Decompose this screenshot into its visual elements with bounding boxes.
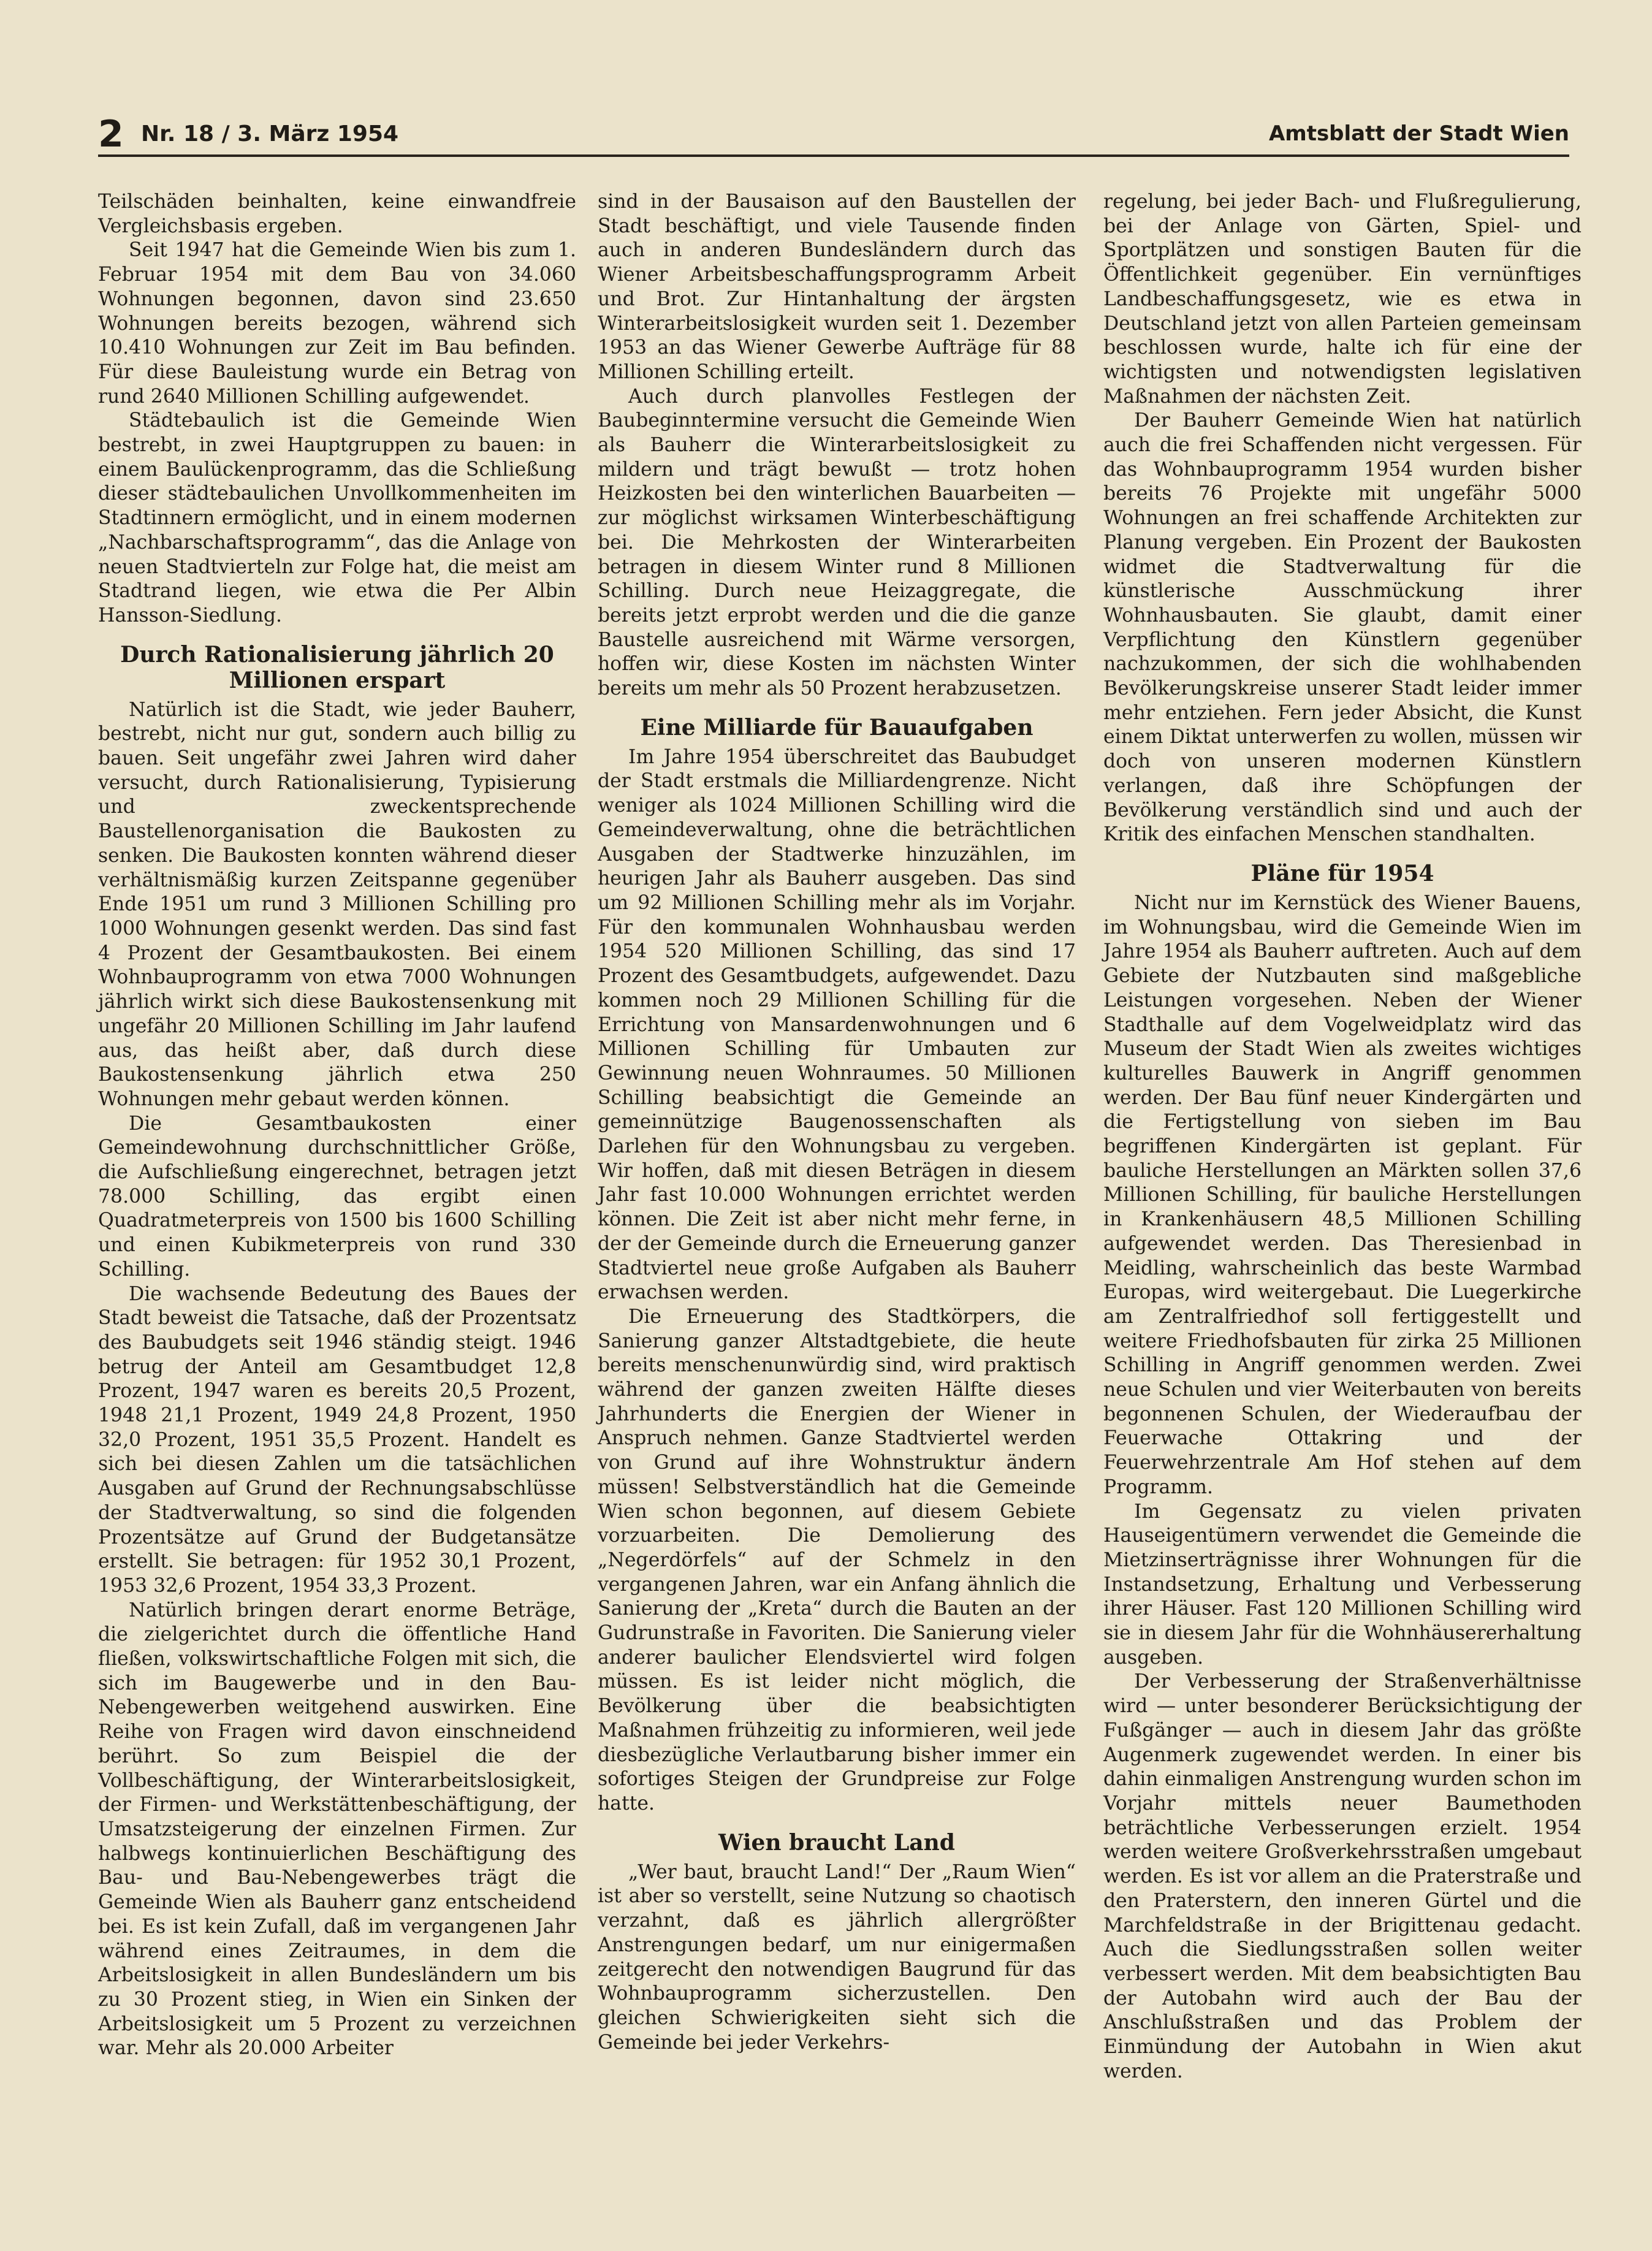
paragraph: Die Gesamtbaukosten einer Gemeindewohnung durchschnittlicher Größe, die Aufschließung eingerechnet, betragen jetzt 78.000 Schilling, das ergibt einen Quadratmeterpreis von 1500 bis 1600 Schilling und einen Kubikmeterpreis von rund 330 Schilling. xyxy=(98,1112,576,1281)
paragraph: Seit 1947 hat die Gemeinde Wien bis zum 1. Februar 1954 mit dem Bau von 34.060 Wohnungen begonnen, davon sind 23.650 Wohnungen bereits bezogen, während sich 10.410 Wohnungen zur Zeit im Bau befinden. Für diese Bauleistung wurde ein Betrag von rund 2640 Millionen Schilling aufgewendet. xyxy=(98,239,576,408)
column-2 xyxy=(598,190,1076,2055)
paragraph: Im Gegensatz zu vielen privaten Hauseigentümern verwendet die Gemeinde die Mietzinserträgnisse ihrer Wohnungen für die Instandsetzung, Erhaltung und Verbesserung ihrer Häuser. Fast 120 Millionen Schilling wird sie in diesem Jahr für die Wohnhäusererhaltung ausgeben. xyxy=(1103,1500,1582,1669)
section-heading: Durch Rationalisierung jährlich 20 Millionen erspart xyxy=(120,641,554,693)
paragraph: Der Verbesserung der Straßenverhältnisse wird — unter besonderer Berücksichtigung der Fußgänger — auch in diesem Jahr das größte Augenmerk zugewendet werden. In einer bis dahin einmaligen Anstrengung wurden schon im Vorjahr mittels neuer Baumethoden beträchtliche Verbesserungen erzielt. 1954 werden weitere Großverkehrsstraßen umgebaut werden. Es ist vor allem an die Praterstraße und den Praterstern, den inneren Gürtel und die Marchfeldstraße in der Brigittenau gedacht. Auch die Siedlungsstraßen sollen weiter verbessert werden. Mit dem beabsichtigten Bau der Autobahn wird auch der Bau der Anschlußstraßen und das Problem der Einmündung der Autobahn in Wien akut werden. xyxy=(1103,1670,1582,2082)
journal-title: Amtsblatt der Stadt Wien xyxy=(1268,121,1569,146)
paragraph: Städtebaulich ist die Gemeinde Wien bestrebt, in zwei Hauptgruppen zu bauen: in einem Baulückenprogramm, das die Schließung dieser städtebaulichen Unvollkommenheiten im Stadtinnern ermöglicht, und in einem modernen „Nachbarschaftsprogramm“, das die Anlage von neuen Stadtvierteln zur Folge hat, die meist am Stadtrand liegen, wie etwa die Per Albin Hansson-Siedlung. xyxy=(98,409,576,627)
paragraph: sind in der Bausaison auf den Baustellen der Stadt beschäftigt, und viele Tausende finden auch in anderen Bundesländern durch das Wiener Arbeitsbeschaffungsprogramm Arbeit und Brot. Zur Hintanhaltung der ärgsten Winterarbeitslosigkeit wurden seit 1. Dezember 1953 an das Wiener Gewerbe Aufträge für 88 Millionen Schilling erteilt. xyxy=(598,191,1076,383)
page-number: 2 xyxy=(98,113,124,156)
paragraph: Natürlich ist die Stadt, wie jeder Bauherr, bestrebt, nicht nur gut, sondern auch billig zu bauen. Seit ungefähr zwei Jahren wird daher versucht, durch Rationalisierung, Typisierung und zweckentsprechende Baustellenorganisation die Baukosten zu senken. Die Baukosten konnten während dieser verhältnismäßig kurzen Zeitspanne gegenüber Ende 1951 um rund 3 Millionen Schilling pro 1000 Wohnungen gesenkt werden. Das sind fast 4 Prozent der Gesamtbaukosten. Bei einem Wohnbauprogramm von etwa 7000 Wohnungen jährlich wirkt sich diese Baukostensenkung mit ungefähr 20 Millionen Schilling im Jahr laufend aus, das heißt aber, daß durch diese Baukostensenkung jährlich etwa 250 Wohnungen mehr gebaut werden können. xyxy=(98,698,576,1110)
section-heading: Pläne für 1954 xyxy=(1250,860,1434,886)
paragraph: regelung, bei jeder Bach- und Flußregulierung, bei der Anlage von Gärten, Spiel- und Sportplätzen und sonstigen Bauten für die Öffentlichkeit gegenüber. Ein vernünftiges Landbeschaffungsgesetz, wie es etwa in Deutschland jetzt von allen Parteien gemeinsam beschlossen wurde, halte ich für eine der wichtigsten und notwendigsten legislativen Maßnahmen der nächsten Zeit. xyxy=(1103,191,1582,408)
section-heading: Eine Milliarde für Bauaufgaben xyxy=(640,714,1033,741)
paragraph: Im Jahre 1954 überschreitet das Baubudget der Stadt erstmals die Milliardengrenze. Nicht weniger als 1024 Millionen Schilling wird die Gemeindeverwaltung, ohne die beträchtlichen Ausgaben der Stadtwerke hinzuzählen, im heurigen Jahr als Bauherr ausgeben. Das sind um 92 Millionen Schilling mehr als im Vorjahr. Für den kommunalen Wohnhausbau werden 1954 520 Millionen Schilling, das sind 17 Prozent des Gesamtbudgets, aufgewendet. Dazu kommen noch 29 Millionen Schilling für die Errichtung von Mansardenwohnungen und 6 Millionen Schilling für Umbauten zur Gewinnung neuen Wohnraumes. 50 Millionen Schilling beabsichtigt die Gemeinde an gemeinnützige Baugenossenschaften als Darlehen für den Wohnungsbau zu vergeben. Wir hoffen, daß mit diesen Beträgen in diesem Jahr fast 10.000 Wohnungen errichtet werden können. Die Zeit ist aber nicht mehr ferne, in der der Gemeinde durch die Erneuerung ganzer Stadtviertel neue große Aufgaben als Bauherr erwachsen werden. xyxy=(598,745,1076,1304)
paragraph: Teilschäden beinhalten, keine einwandfreie Vergleichsbasis ergeben. xyxy=(98,191,576,237)
paragraph: „Wer baut, braucht Land!“ Der „Raum Wien“ ist aber so verstellt, seine Nutzung so chaotisch verzahnt, daß es jährlich allergrößter Anstrengungen bedarf, um nur einigermaßen zeitgerecht den notwendigen Baugrund für das Wohnbauprogramm sicherzustellen. Den gleichen Schwierigkeiten sieht sich die Gemeinde bei jeder Verkehrs- xyxy=(598,1861,1076,2054)
paragraph: Natürlich bringen derart enorme Beträge, die zielgerichtet durch die öffentliche Hand fließen, volkswirtschaftliche Folgen mit sich, die sich im Baugewerbe und in den Bau-Nebengewerben weitgehend auswirken. Eine Reihe von Fragen wird davon einschneidend berührt. So zum Beispiel die der Vollbeschäftigung, der Winterarbeitslosigkeit, der Firmen- und Werkstättenbeschäftigung, der Umsatzsteigerung der einzelnen Firmen. Zur halbwegs kontinuierlichen Beschäftigung des Bau- und Bau-Nebengewerbes trägt die Gemeinde Wien als Bauherr ganz entscheidend bei. Es ist kein Zufall, daß im vergangenen Jahr während eines Zeitraumes, in dem die Arbeitslosigkeit in allen Bundesländern um bis zu 30 Prozent stieg, in Wien ein Sinken der Arbeitslosigkeit um 5 Prozent zu verzeichnen war. Mehr als 20.000 Arbeiter xyxy=(98,1599,576,2060)
page-header xyxy=(98,113,1569,157)
paragraph: Nicht nur im Kernstück des Wiener Bauens, im Wohnungsbau, wird die Gemeinde Wien im Jahre 1954 als Bauherr auftreten. Auch auf dem Gebiete der Nutzbauten sind maßgebliche Leistungen vorgesehen. Neben der Wiener Stadthalle auf dem Vogelweidplatz wird das Museum der Stadt Wien als zweites wichtiges kulturelles Bauwerk in Angriff genommen werden. Der Bau fünf neuer Kindergärten und die Fertigstellung von sieben im Bau begriffenen Kindergärten ist geplant. Für bauliche Herstellungen an Märkten sollen 37,6 Millionen Schilling, für bauliche Herstellungen in Krankenhäusern 48,5 Millionen Schilling aufgewendet werden. Das Theresienbad in Meidling, wahrscheinlich das beste Warmbad Europas, wird weitergebaut. Die Luegerkirche am Zentralfriedhof soll fertiggestellt und weitere Friedhofsbauten für zirka 25 Millionen Schilling in Angriff genommen werden. Zwei neue Schulen und vier Weiterbauten von bereits begonnenen Schulen, der Wiederaufbau der Feuerwache Ottakring und der Feuerwehrzentrale Am Hof stehen auf dem Programm. xyxy=(1103,891,1582,1498)
paragraph: Der Bauherr Gemeinde Wien hat natürlich auch die frei Schaffenden nicht vergessen. Für das Wohnbauprogramm 1954 wurden bisher bereits 76 Projekte mit ungefähr 5000 Wohnungen an frei schaffende Architekten zur Planung vergeben. Ein Prozent der Baukosten widmet die Stadtverwaltung für die künstlerische Ausschmückung ihrer Wohnhausbauten. Sie glaubt, damit einer Verpflichtung den Künstlern gegenüber nachzukommen, der sich die wohlhabenden Bevölkerungskreise unserer Stadt leider immer mehr entziehen. Fern jeder Absicht, die Kunst einem Diktat unterwerfen zu wollen, müssen wir doch von unseren modernen Künstlern verlangen, daß ihre Schöpfungen der Bevölkerung verständlich sind und auch der Kritik des einfachen Menschen standhalten. xyxy=(1103,409,1582,846)
section-heading: Wien braucht Land xyxy=(718,1829,955,1856)
paragraph: Die wachsende Bedeutung des Baues der Stadt beweist die Tatsache, daß der Prozentsatz des Baubudgets seit 1946 ständig steigt. 1946 betrug der Anteil am Gesamtbudget 12,8 Prozent, 1947 waren es bereits 20,5 Prozent, 1948 21,1 Prozent, 1949 24,8 Prozent, 1950 32,0 Prozent, 1951 35,5 Prozent. Handelt es sich bei diesen Zahlen um die tatsächlichen Ausgaben auf Grund der Rechnungsabschlüsse der Stadtverwaltung, so sind die folgenden Prozentsätze auf Grund der Budgetansätze erstellt. Sie betragen: für 1952 30,1 Prozent, 1953 32,6 Prozent, 1954 33,3 Prozent. xyxy=(98,1282,576,1597)
paragraph: Die Erneuerung des Stadtkörpers, die Sanierung ganzer Altstadtgebiete, die heute bereits menschenunwürdig sind, wird praktisch während der ganzen zweiten Hälfte dieses Jahrhunderts die Energien der Wiener in Anspruch nehmen. Ganze Stadtviertel werden von Grund auf ihre Wohnstruktur ändern müssen! Selbstverständlich hat die Gemeinde Wien schon begonnen, auf diesem Gebiete vorzuarbeiten. Die Demolierung des „Negerdörfels“ auf der Schmelz in den vergangenen Jahren, war ein Anfang ähnlich die Sanierung der „Kreta“ durch die Bauten an der Gudrunstraße in Favoriten. Die Sanierung vieler anderer baulicher Elendsviertel wird folgen müssen. Es ist leider nicht möglich, die Bevölkerung über die beabsichtigten Maßnahmen frühzeitig zu informieren, weil jede diesbezügliche Verlautbarung bisher immer ein sofortiges Steigen der Grundpreise zur Folge hatte. xyxy=(598,1305,1076,1815)
column-1 xyxy=(98,190,576,2061)
column-3 xyxy=(1103,190,1582,2084)
paragraph: Auch durch planvolles Festlegen der Baubeginntermine versucht die Gemeinde Wien als Bauherr die Winterarbeitslosigkeit zu mildern und trägt bewußt — trotz hohen Heizkosten bei den winterlichen Bauarbeiten — zur möglichst wirksamen Winterbeschäftigung bei. Die Mehrkosten der Winterarbeiten betragen in diesem Winter rund 8 Millionen Schilling. Durch neue Heizaggregate, die bereits jetzt erprobt werden und die die ganze Baustelle ausreichend mit Wärme versorgen, hoffen wir, diese Kosten im nächsten Winter bereits um mehr als 50 Prozent herabzusetzen. xyxy=(598,385,1076,700)
issue-date: Nr. 18 / 3. März 1954 xyxy=(141,121,399,147)
